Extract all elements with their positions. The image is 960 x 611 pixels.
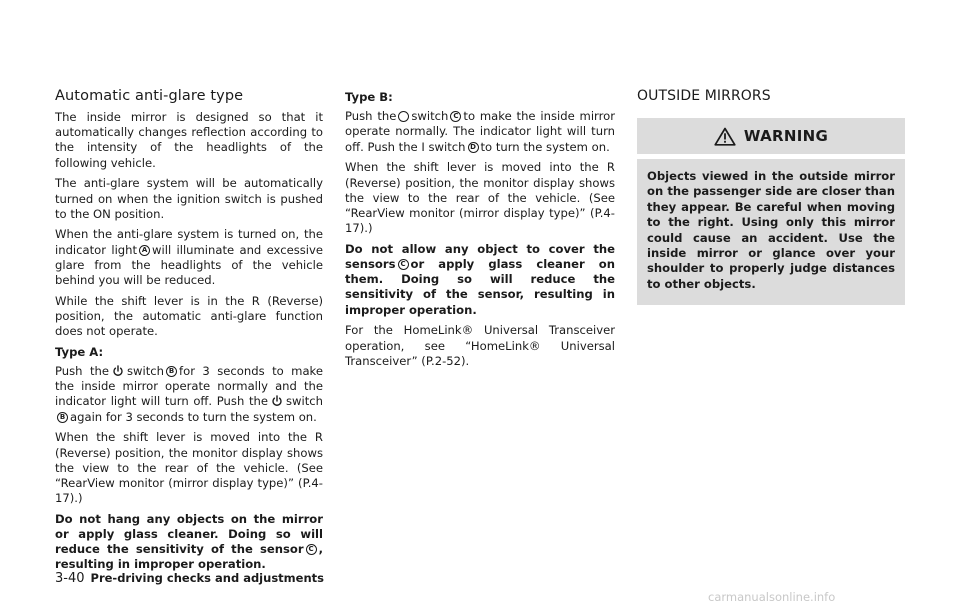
power-icon — [112, 365, 124, 377]
text: switch — [285, 394, 323, 409]
left-column — [55, 88, 323, 578]
text: Do not allow any object to cover the sensors — [345, 241, 615, 272]
text: switch — [411, 109, 449, 124]
section-heading: Automatic anti-glare type — [55, 88, 244, 104]
text: to turn the system on. — [480, 139, 610, 154]
switch-icon — [398, 111, 409, 122]
text: to make the inside mirror operate normally. The indicator light will turn off. Push the I switch — [345, 109, 615, 154]
text: or apply glass cleaner on them. Doing so will reduce the sensitivity of the sensor, resulting in improper operation. — [345, 257, 615, 317]
text: , resulting in improper operation. — [55, 542, 323, 572]
caution-paragraph — [345, 242, 615, 318]
paragraph: When the shift lever is moved into the R (Reverse) position, the monitor display shows the view to the rear of the vehicle. (See “RearView monitor (mirror display type)” (P.4-17).) — [55, 430, 323, 506]
sensor-icon — [306, 544, 317, 555]
type-a-label: Type A: — [55, 344, 104, 359]
text: switch — [127, 364, 165, 379]
right-column — [637, 88, 905, 305]
warning-text: Objects viewed in the outside mirror on the passenger side are closer than they appear. Be careful when moving to the right. Using only this mirror could cause an accident. Use the inside mirror or glance over your shoulder to properly judge distances to other objects. — [647, 169, 895, 291]
paragraph — [345, 109, 615, 155]
text: for 3 seconds to make the inside mirror operate normally and the indicator light will turn off. Push the — [55, 364, 323, 409]
icon-letter: C — [308, 545, 314, 554]
paragraph: The inside mirror is designed so that it automatically changes reflection according to the intensity of the headlights of the following vehicle. — [55, 110, 323, 170]
paragraph — [55, 364, 323, 425]
paragraph: When the shift lever is moved into the R (Reverse) position, the monitor display shows the view to the rear of the vehicle. (See “RearView monitor (mirror display type)” (P.4-17).) — [345, 160, 615, 236]
paragraph: For the HomeLink® Universal Transceiver operation, see “HomeLink® Universal Transceiver” (P.2-52). — [345, 323, 615, 368]
caution-paragraph — [55, 512, 323, 573]
switch-icon — [450, 111, 461, 122]
indicator-icon — [468, 142, 479, 153]
warning-title: WARNING — [743, 127, 829, 145]
warning-header — [637, 118, 905, 154]
text: will illuminate and excessive glare from the headlights of the vehicle behind you will be reduced. — [55, 242, 323, 288]
type-b-label: Type B: — [345, 90, 393, 104]
section-title: Pre-driving checks and adjustments — [90, 571, 324, 585]
icon-letter: C — [453, 112, 459, 121]
text: Do not hang any objects on the mirror or apply glass cleaner. Doing so will reduce the sensitivity of the sensor — [55, 511, 323, 557]
warning-triangle-icon — [714, 127, 736, 146]
icon-letter: A — [141, 245, 148, 254]
icon-letter: C — [400, 260, 406, 269]
watermark: carmanualsonline.info — [708, 590, 836, 604]
paragraph — [55, 227, 323, 288]
icon-letter: B — [59, 412, 66, 421]
indicator-light-icon — [139, 245, 150, 256]
text: When the anti-glare system is turned on, the indicator light — [55, 227, 323, 257]
switch-icon — [166, 366, 177, 377]
switch-icon — [57, 412, 68, 423]
power-icon — [271, 395, 283, 407]
warning-body — [637, 159, 905, 305]
icon-letter: B — [168, 367, 175, 376]
icon-letter: D — [470, 142, 476, 151]
text: Push the — [55, 364, 109, 379]
section-heading: OUTSIDE MIRRORS — [637, 88, 771, 104]
page-footer — [55, 571, 324, 586]
paragraph: The anti-glare system will be automatically turned on when the ignition switch is pushed to the ON position. — [55, 176, 323, 221]
paragraph: While the shift lever is in the R (Reverse) position, the automatic anti-glare function does not operate. — [55, 293, 323, 339]
text: Push the — [345, 109, 397, 124]
text: again for 3 seconds to turn the system on. — [70, 409, 317, 424]
page-number: 3-40 — [55, 571, 85, 586]
sensor-icon — [398, 259, 409, 270]
middle-column — [345, 90, 615, 374]
